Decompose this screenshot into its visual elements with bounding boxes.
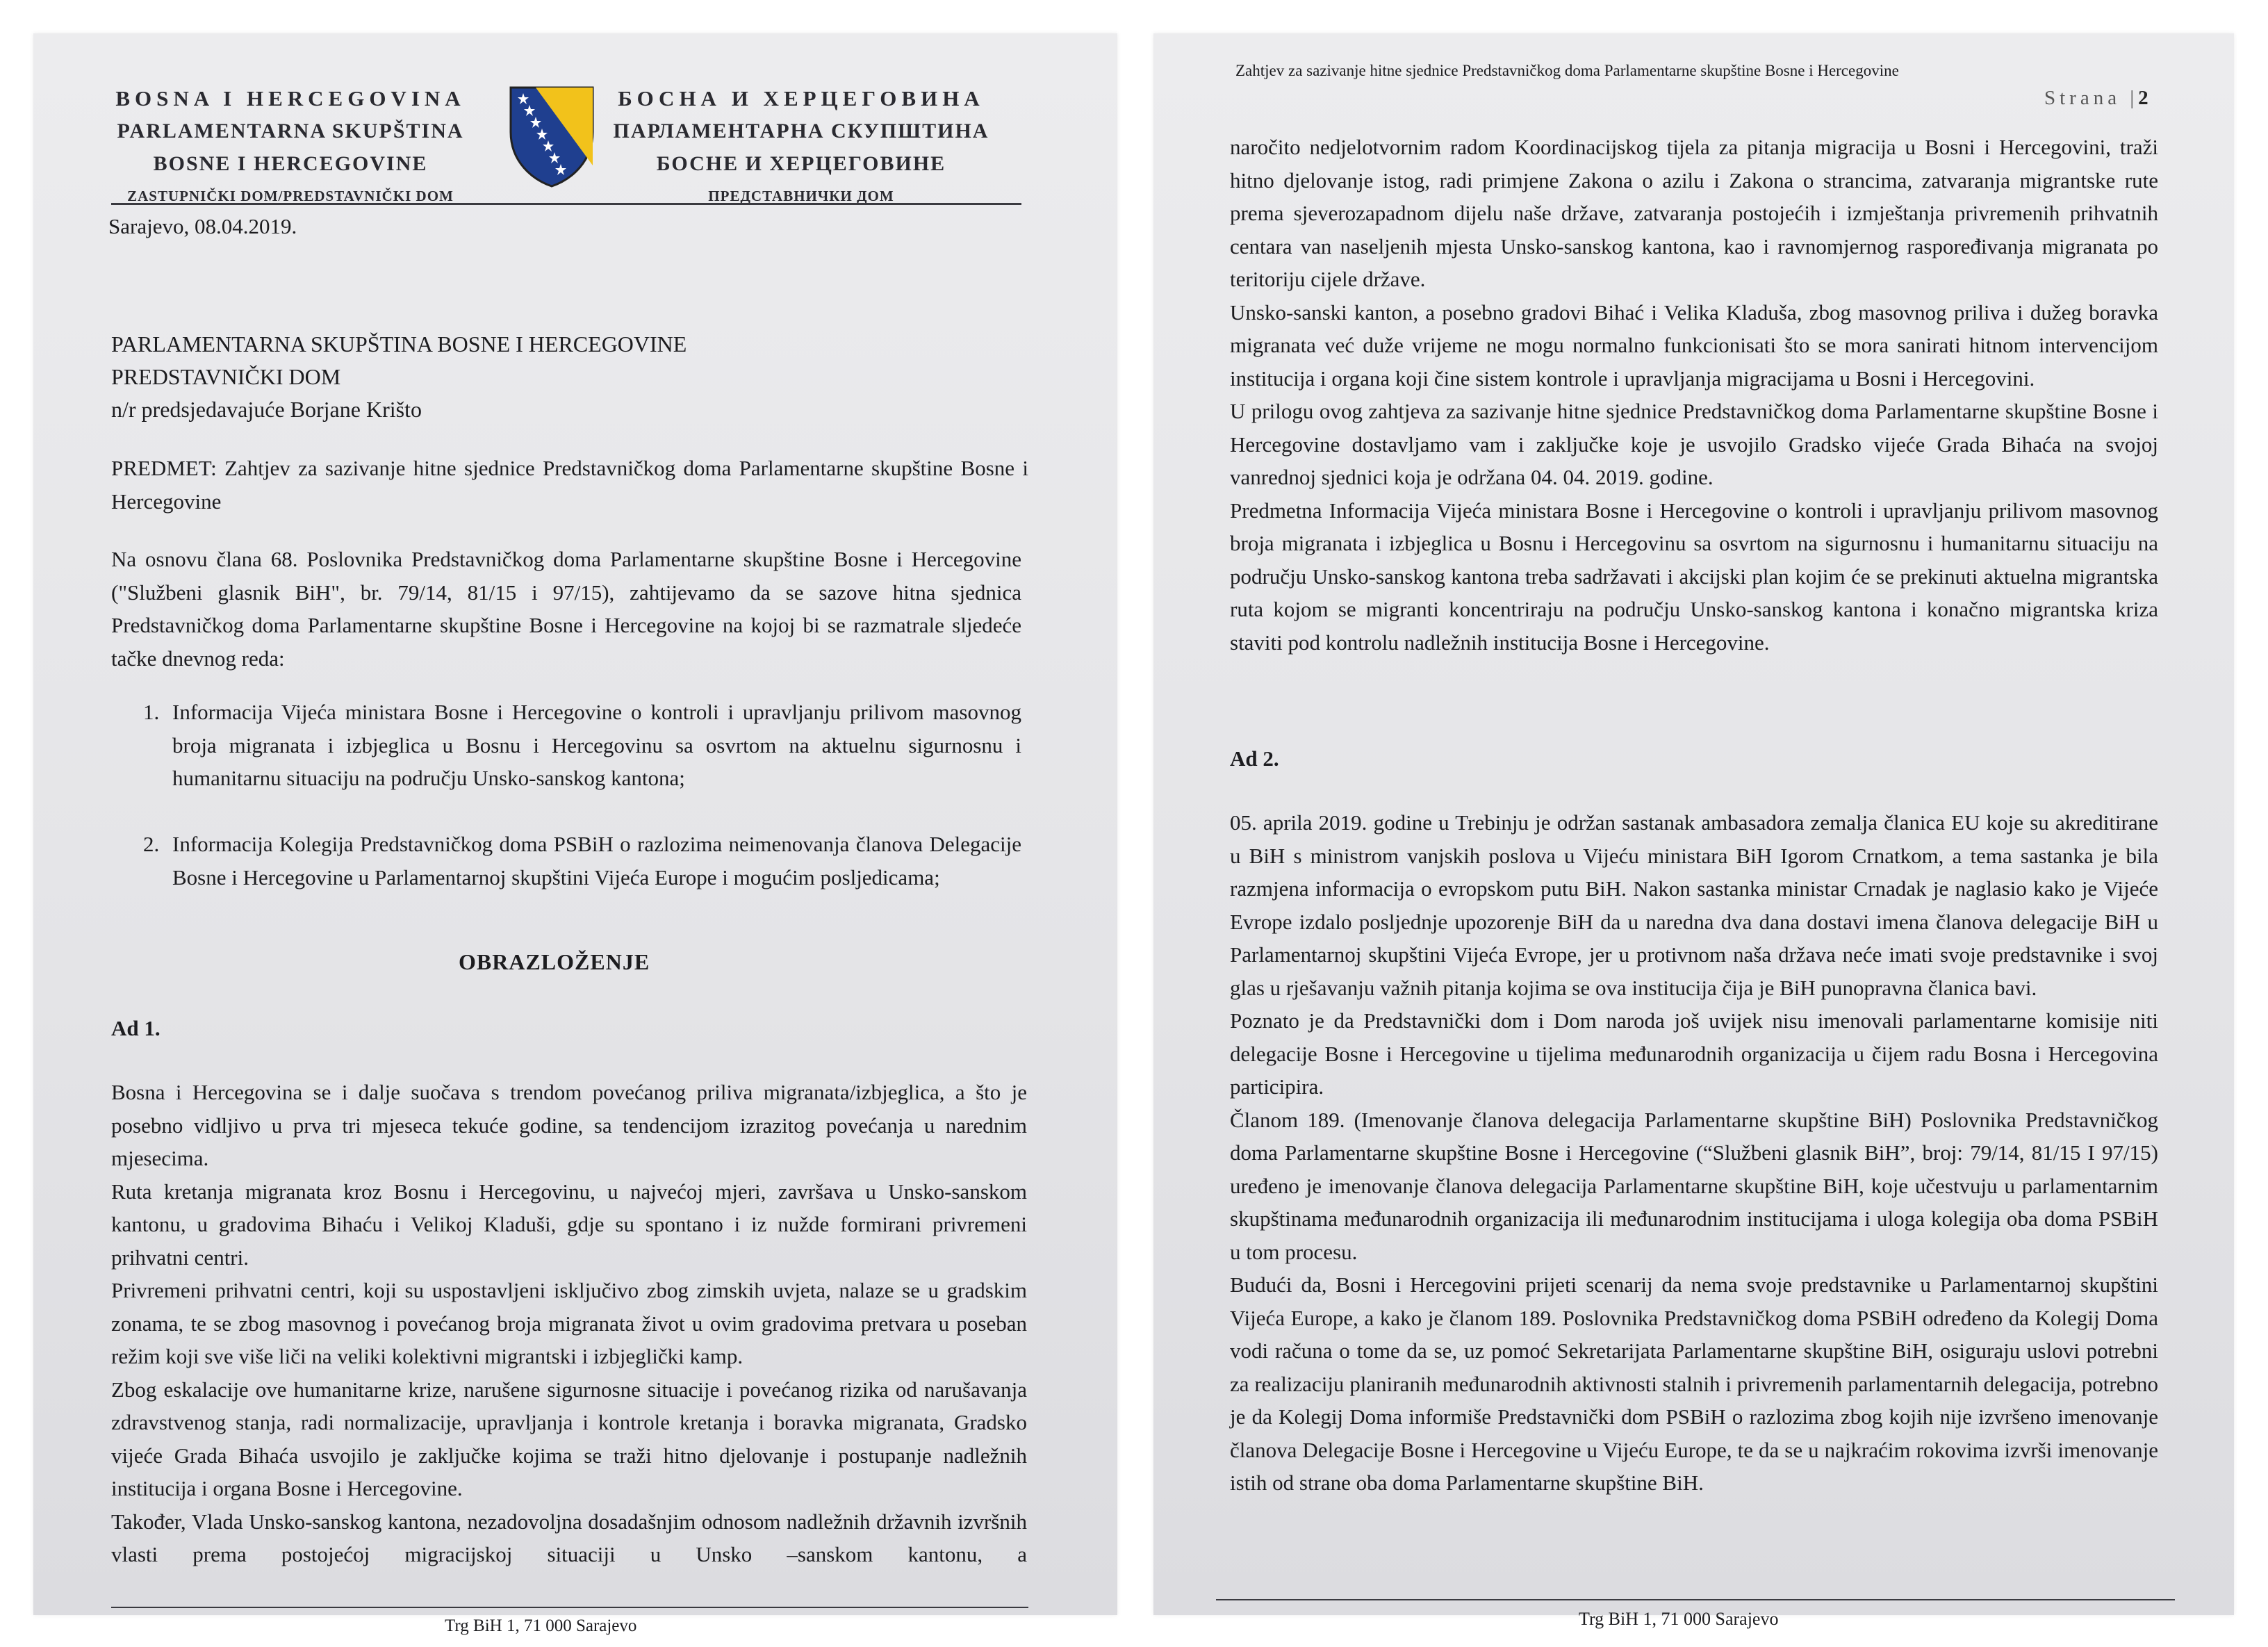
- agenda-item: [172, 828, 1021, 894]
- footer-divider: [111, 1607, 1028, 1608]
- recipient-line: PREDSTAVNIČKI DOM: [111, 364, 341, 389]
- letterhead-latin: [96, 82, 485, 213]
- agenda-item-text: Informacija Kolegija Predstavničkog doma PSBiH o razlozima neimenovanja članova Delegacije Bosne i Hercegovine u Parlamentarnoj skupštini Vijeća Europe i mogućim posljedicama;: [172, 832, 1021, 890]
- footer-address: Trg BiH 1, 71 000 Sarajevo: [445, 1616, 637, 1635]
- body-paragraph: Unsko-sanski kanton, a posebno gradovi Bihać i Velika Kladuša, zbog masovnog priliva i dužeg boravka migranata već duže vrijeme ne mogu normalno funkcionisati što se mora sanirati hitnom intervencijom institucija i organa koji čine sistem kontrole i upravljanja migracijama u Bosni i Hercegovini.: [1230, 300, 2158, 391]
- agenda-item-text: Informacija Vijeća ministara Bosne i Hercegovine o kontroli i upravljanju prilivom masovnog broja migranata i izbjeglica u Bosnu i Hercegovinu sa osvrtom na aktuelnu sigurnosnu i humanitarnu situaciju na području Unsko-sanskog kantona;: [172, 700, 1021, 790]
- body-paragraph: 05. aprila 2019. godine u Trebinju je održan sastanak ambasadora zemalja članica EU koje su akreditirane u BiH s ministrom vanjskih poslova u Vijeću ministara BiH Igorom Crnatkom, a tema sastanka je bila razmjena informacija o evropskom putu BiH. Nakon sastanka ministar Crnadak je naglasio kako je Vijeće Evrope izdalo posljednje upozorenje BiH da u naredna dva dana dostavi imena članova delegacije BiH u Parlamentarnoj skupštini Vijeća Evrope, jer u protivnom naša država neće imati svoje predstavnike i svoj glas u rješavanju važnih pitanja kojima se ova institucija čija je BiH punopravna članica bavi.: [1230, 810, 2158, 1000]
- letterhead-assembly-of-cyr: БОСНЕ И ХЕРЦЕГОВИНЕ: [656, 152, 946, 175]
- recipient-address: [111, 328, 687, 426]
- ad2-label: Ad 2.: [1230, 746, 1279, 771]
- document-date: Sarajevo, 08.04.2019.: [108, 214, 297, 238]
- letterhead-assembly-cyr: ПАРЛАМЕНТАРНА СКУПШТИНА: [613, 120, 989, 142]
- body-paragraph: Članom 189. (Imenovanje članova delegacija Parlamentarne skupštine BiH) Poslovnika Predstavničkog doma Parlamentarne skupštine Bosne i Hercegovine (“Službeni glasnik BiH”, broj: 79/14, 81/15 I 97/15) uređeno je imenovanje članova delegacija Parlamentarne skupštine BiH, koje učestvuju u parlamentarnim skupštinama međunarodnih organizacija ili međunarodnim institucijama i uloga kolegija oba doma PSBiH u tom procesu.: [1230, 1107, 2158, 1264]
- ad1-continued-body: [1230, 131, 2158, 659]
- body-paragraph: Zbog eskalacije ove humanitarne krize, narušene sigurnosne situacije i povećanog rizika od narušavanja zdravstvenog stanja, radi normalizacije, upravljanja i kontrole kretanja i boravka migranata, Gradsko vijeće Grada Bihaća usvojilo je zaključke kojima se traži hitno djelovanje i postupanje nadležnih institucija i organa Bosne i Hercegovine.: [111, 1377, 1027, 1500]
- letterhead-divider: [111, 203, 1021, 205]
- footer-divider: [1216, 1599, 2175, 1600]
- body-paragraph: naročito nedjelotvornim radom Koordinacijskog tijela za pitanja migracija u Bosni i Hercegovini, traži hitno djelovanje istog, radi primjene Zakona o azilu i Zakona o strancima, zatvaranja migrantske rute prema sjeverozapadnom dijelu naše države, zatvaranja postojećih i izmještanja privremenih prihvatnih centara van naseljenih mjesta Unsko-sanskog kantona, kao i ravnomjernog raspoređivanja migranata po teritoriju cijele države.: [1230, 135, 2158, 291]
- subject-line: [111, 452, 1028, 518]
- subject-text: PREDMET: Zahtjev za sazivanje hitne sjednice Predstavničkog doma Parlamentarne skupštine Bosne i Hercegovine: [111, 456, 1028, 514]
- recipient-line: n/r predsjedavajuće Borjane Krišto: [111, 397, 422, 422]
- agenda-number: 2.: [143, 832, 160, 856]
- body-paragraph: U prilogu ovog zahtjeva za sazivanje hitne sjednice Predstavničkog doma Parlamentarne skupštine Bosne i Hercegovine dostavljamo vam i zaključke koje je usvojilo Gradsko vijeće Grada Bihaća na svojoj vanrednoj sjednici koja je održana 04. 04. 2019. godine.: [1230, 399, 2158, 489]
- letterhead-country: BOSNA I HERCEGOVINA: [115, 86, 466, 110]
- letterhead-house-cyr: ПРЕДСТАВНИЧКИ ДОМ: [708, 188, 894, 204]
- body-paragraph: Ruta kretanja migranata kroz Bosnu i Hercegovinu, u najvećoj mjeri, završava u Unsko-sanskom kantonu, u gradovima Bihaću i Velikoj Kladuši, gdje su spontano i iz nužde formirani privremeni prihvatni centri.: [111, 1179, 1027, 1270]
- page-number-value: 2: [2138, 87, 2148, 109]
- body-paragraph: Budući da, Bosni i Hercegovini prijeti scenarij da nema svoje predstavnike u Parlamentarnoj skupštini Vijeća Europe, a kako je članom 189. Poslovnika Predstavničkog doma PSBiH određeno da Kolegij Doma vodi računa o tome da se, uz pomoć Sekretarijata Parlamentarne skupštine BiH, osiguraju uslovi potrebni za realizaciju planiranih međunarodnih aktivnosti stalnih i privremenih parlamentarnih delegacija, potrebno je da Kolegij Doma informiše Predstavnički dom PSBiH o razlozima zbog kojih nije izvršeno imenovanje članova Delegacije Bosne i Hercegovine u Vijeću Europe, te da se u najkraćim rokovima izvrši imenovanje istih od strane oba doma Parlamentarne skupštine BiH.: [1230, 1272, 2158, 1495]
- ad1-label: Ad 1.: [111, 1016, 161, 1040]
- body-paragraph: Također, Vlada Unsko-sanskog kantona, nezadovoljna dosadašnjim odnosom nadležnih državnih izvršnih vlasti prema postojećoj migracijskoj situaciji u Unsko –sanskom kantonu, a: [111, 1509, 1027, 1566]
- agenda-number: 1.: [143, 700, 160, 724]
- coat-of-arms-icon: [508, 83, 595, 189]
- letterhead-cyrillic: [603, 82, 999, 213]
- intro-paragraph: [111, 543, 1021, 675]
- intro-text: Na osnovu člana 68. Poslovnika Predstavničkog doma Parlamentarne skupštine Bosne i Hercegovine ("Službeni glasnik BiH", br. 79/14, 81/15 i 97/15), zahtijevamo da se sazove hitna sjednica Predstavničkog doma Parlamentarne skupštine Bosne i Hercegovine na kojoj bi se razmatrale sljedeće tačke dnevnog reda:: [111, 547, 1021, 671]
- letterhead-house: ZASTUPNIČKI DOM/PREDSTAVNIČKI DOM: [127, 188, 454, 204]
- ad1-body: [111, 1076, 1027, 1571]
- recipient-line: PARLAMENTARNA SKUPŠTINA BOSNE I HERCEGOVINE: [111, 331, 687, 357]
- running-header: Zahtjev za sazivanje hitne sjednice Predstavničkog doma Parlamentarne skupštine Bosne i Hercegovine: [1235, 62, 1899, 79]
- agenda-item: [172, 696, 1021, 795]
- page-number: [2044, 82, 2148, 115]
- body-paragraph: Poznato je da Predstavnički dom i Dom naroda još uvijek nisu imenovali parlamentarne komisije niti delegacije Bosne i Hercegovine u tijelima međunarodnih organizacija u čijem radu Bosna i Hercegovina participira.: [1230, 1008, 2158, 1099]
- body-paragraph: Predmetna Informacija Vijeća ministara Bosne i Hercegovine o kontroli i upravljanju prilivom masovnog broja migranata i izbjeglica u Bosnu i Hercegovinu sa osvrtom na sigurnosnu i humanitarnu situaciju na području Unsko-sanskog kantona treba sadržavati i akcijski plan kojim će se prekinuti aktuelna migrantska ruta kojom se migranti koncentriraju na području Unsko-sanskog kantona i konačno migrantska kriza staviti pod kontrolu nadležnih institucija Bosne i Hercegovine.: [1230, 498, 2158, 655]
- letterhead-assembly: PARLAMENTARNA SKUPŠTINA: [117, 120, 464, 142]
- ad2-body: [1230, 806, 2158, 1500]
- body-paragraph: Privremeni prihvatni centri, koji su uspostavljeni isključivo zbog zimskih uvjeta, nalaze se u gradskim zonama, te se zbog masovnog i povećanog broja migranata život u ovim gradovima pretvara u poseban režim koji sve više liči na veliki kolektivni migrantski i izbjeglički kamp.: [111, 1278, 1027, 1368]
- document-page-2: [1153, 33, 2234, 1629]
- document-page-1: [33, 33, 1117, 1635]
- body-paragraph: Bosna i Hercegovina se i dalje suočava s trendom povećanog priliva migranata/izbjeglica, a što je posebno vidljivo u prva tri mjeseca tekuće godine, sa tendencijom izrazitog povećanja u narednim mjesecima.: [111, 1080, 1027, 1170]
- letterhead-assembly-of: BOSNE I HERCEGOVINE: [153, 152, 428, 175]
- footer-address: Trg BiH 1, 71 000 Sarajevo: [1579, 1609, 1779, 1629]
- page-label: Strana |: [2044, 87, 2139, 109]
- letterhead-country-cyr: БОСНА И ХЕРЦЕГОВИНА: [618, 86, 985, 110]
- section-heading: OBRAZLOŽENJE: [459, 949, 650, 974]
